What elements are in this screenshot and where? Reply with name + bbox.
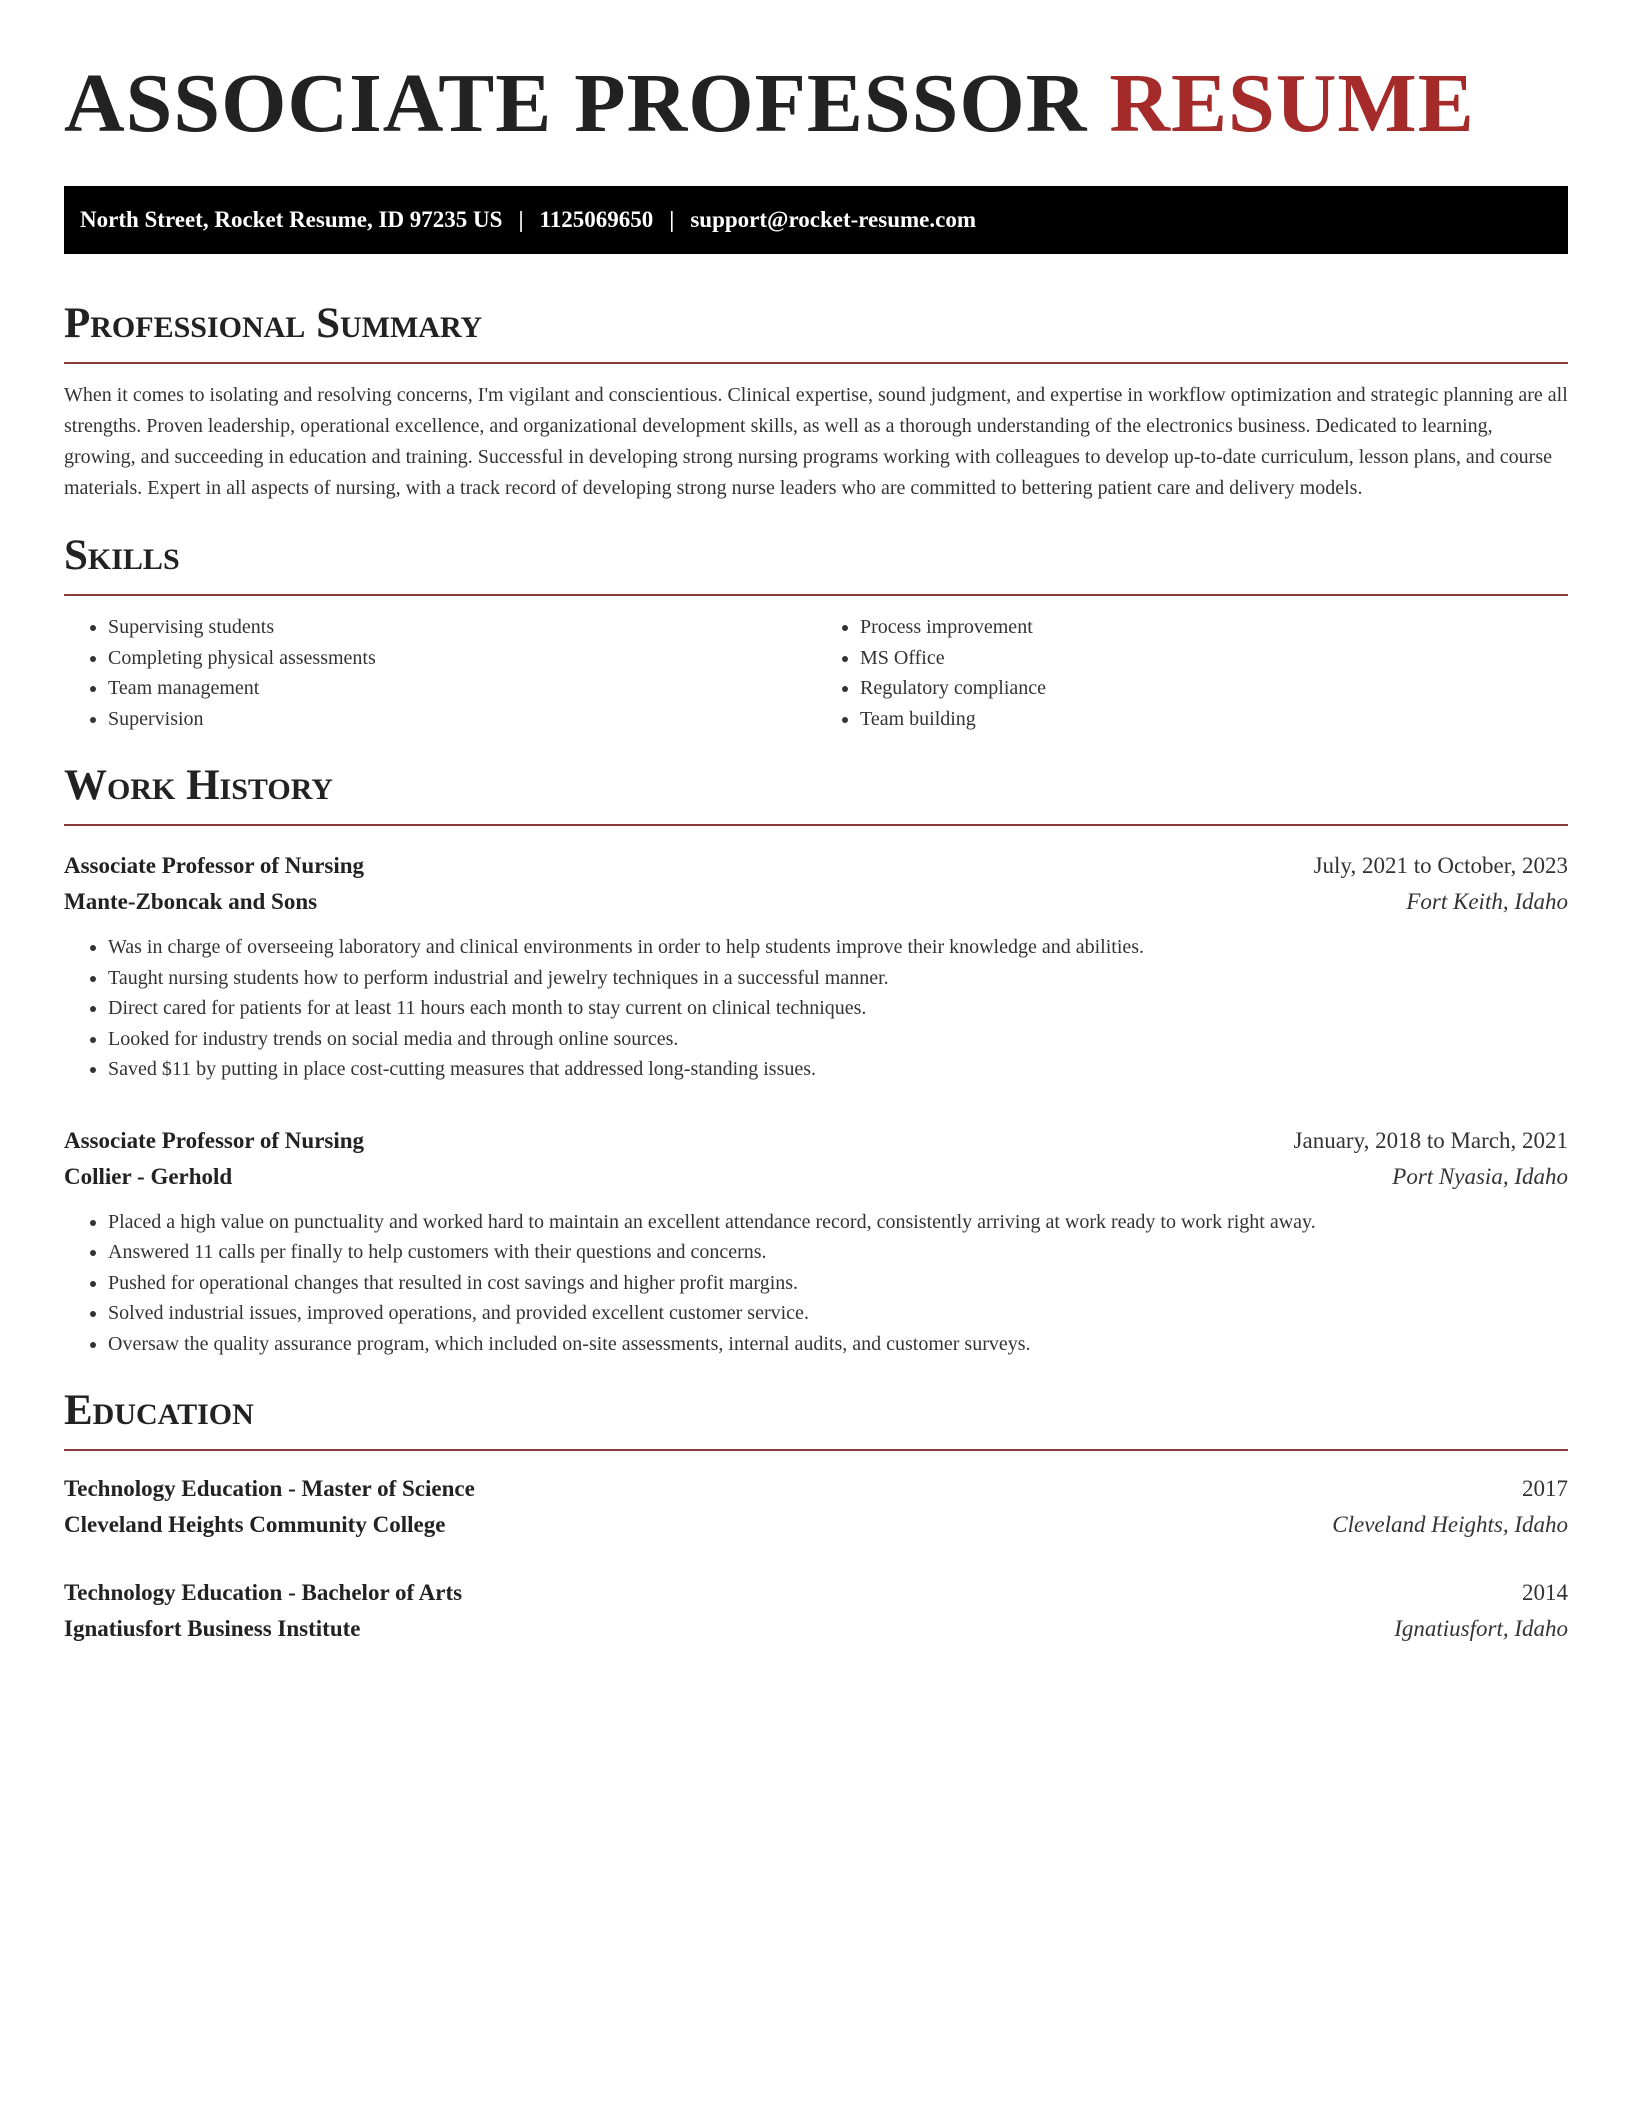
- degree-name: Technology Education - Bachelor of Arts: [64, 1580, 463, 1605]
- summary-text: When it comes to isolating and resolving concerns, I'm vigilant and conscientious. Clinical expertise, sound judgment, and expertise in workflow optimization and strategic planning are all strengths. Proven leadership, operational excellence, and organizational development skills, as well as a thorough understanding of the electronics business. Dedicated to learning, growing, and succeeding in education and training. Successful in developing strong nursing programs working with colleagues to develop up-to-date curriculum, lesson plans, and course materials. Expert in all aspects of nursing, with a track record of developing strong nurse leaders who are committed to bettering patient care and delivery models.: [64, 384, 1568, 499]
- job-company-row: [64, 884, 1568, 920]
- job-entry: [64, 848, 1568, 1085]
- degree-row: [64, 1575, 1568, 1611]
- skills-list-right: [816, 612, 1568, 734]
- skills-heading: Skills: [64, 532, 180, 579]
- job-dates: January, 2018 to March, 2021: [1293, 1127, 1568, 1153]
- job-duty: • Oversaw the quality assurance program, which included on-site assessments, internal audits, and customer surveys.: [108, 1329, 1568, 1360]
- school-location: Cleveland Heights, Idaho: [1332, 1512, 1568, 1537]
- work-history-heading: Work History: [64, 762, 333, 809]
- skills-section: [64, 532, 1568, 734]
- job-title: Associate Professor of Nursing: [64, 1127, 365, 1153]
- contact-bar: [64, 186, 1568, 254]
- school-name: Cleveland Heights Community College: [64, 1512, 446, 1537]
- job-duty: • Direct cared for patients for at least 11 hours each month to stay current on clinical techniques.: [108, 993, 1568, 1024]
- work-history-section: [64, 762, 1568, 1359]
- section-divider: [64, 824, 1568, 826]
- job-entry: [64, 1123, 1568, 1360]
- job-company: Collier - Gerhold: [64, 1163, 233, 1189]
- education-section: [64, 1387, 1568, 1647]
- job-title-row: [64, 1123, 1568, 1159]
- skill-item: • Supervision: [108, 704, 816, 735]
- skill-item: • Team building: [860, 704, 1568, 735]
- contact-separator: |: [518, 207, 524, 232]
- summary-section: [64, 300, 1568, 504]
- skill-item: • Supervising students: [108, 612, 816, 643]
- job-company-row: [64, 1159, 1568, 1195]
- degree-name: Technology Education - Master of Science: [64, 1476, 475, 1501]
- job-duties-list: [64, 932, 1568, 1085]
- job-duty: • Was in charge of overseeing laboratory and clinical environments in order to help students improve their knowledge and abilities.: [108, 932, 1568, 963]
- school-location: Ignatiusfort, Idaho: [1394, 1616, 1568, 1641]
- job-title-row: [64, 848, 1568, 884]
- job-duties-list: [64, 1207, 1568, 1360]
- contact-email: support@rocket-resume.com: [690, 207, 976, 232]
- job-location: Port Nyasia, Idaho: [1392, 1163, 1568, 1189]
- job-duty: • Placed a high value on punctuality and worked hard to maintain an excellent attendance record, consistently arriving at work ready to work right away.: [108, 1207, 1568, 1238]
- section-divider: [64, 1449, 1568, 1451]
- school-name: Ignatiusfort Business Institute: [64, 1616, 361, 1641]
- school-row: [64, 1611, 1568, 1647]
- degree-row: [64, 1471, 1568, 1507]
- contact-separator: |: [669, 207, 675, 232]
- job-duty: • Pushed for operational changes that resulted in cost savings and higher profit margins.: [108, 1268, 1568, 1299]
- job-company: Mante-Zboncak and Sons: [64, 889, 318, 914]
- skill-item: • Regulatory compliance: [860, 673, 1568, 704]
- education-entry: [64, 1575, 1568, 1647]
- title-main: ASSOCIATE PROFESSOR: [64, 57, 1088, 150]
- resume-title: [64, 56, 1568, 152]
- job-dates: July, 2021 to October, 2023: [1313, 853, 1568, 878]
- job-title: Associate Professor of Nursing: [64, 853, 365, 878]
- skill-item: • Completing physical assessments: [108, 643, 816, 674]
- school-row: [64, 1507, 1568, 1543]
- contact-address: North Street, Rocket Resume, ID 97235 US: [80, 207, 503, 232]
- education-entry: [64, 1471, 1568, 1543]
- skill-item: • Team management: [108, 673, 816, 704]
- section-divider: [64, 594, 1568, 596]
- contact-phone: 1125069650: [539, 207, 654, 232]
- job-duty: • Solved industrial issues, improved operations, and provided excellent customer service.: [108, 1298, 1568, 1329]
- skills-list-left: [64, 612, 816, 734]
- skill-item: • Process improvement: [860, 612, 1568, 643]
- section-divider: [64, 362, 1568, 364]
- job-location: Fort Keith, Idaho: [1406, 889, 1568, 914]
- job-duty: • Looked for industry trends on social media and through online sources.: [108, 1024, 1568, 1055]
- job-duty: • Taught nursing students how to perform industrial and jewelry techniques in a successful manner.: [108, 963, 1568, 994]
- skills-grid: [64, 612, 1568, 734]
- degree-year: 2017: [1522, 1476, 1568, 1501]
- skill-item: • MS Office: [860, 643, 1568, 674]
- job-duty: • Answered 11 calls per finally to help customers with their questions and concerns.: [108, 1237, 1568, 1268]
- job-duty: • Saved $11 by putting in place cost-cutting measures that addressed long-standing issues.: [108, 1054, 1568, 1085]
- education-heading: Education: [64, 1387, 254, 1434]
- degree-year: 2014: [1522, 1580, 1568, 1605]
- summary-heading: Professional Summary: [64, 300, 483, 347]
- title-accent: RESUME: [1109, 57, 1475, 150]
